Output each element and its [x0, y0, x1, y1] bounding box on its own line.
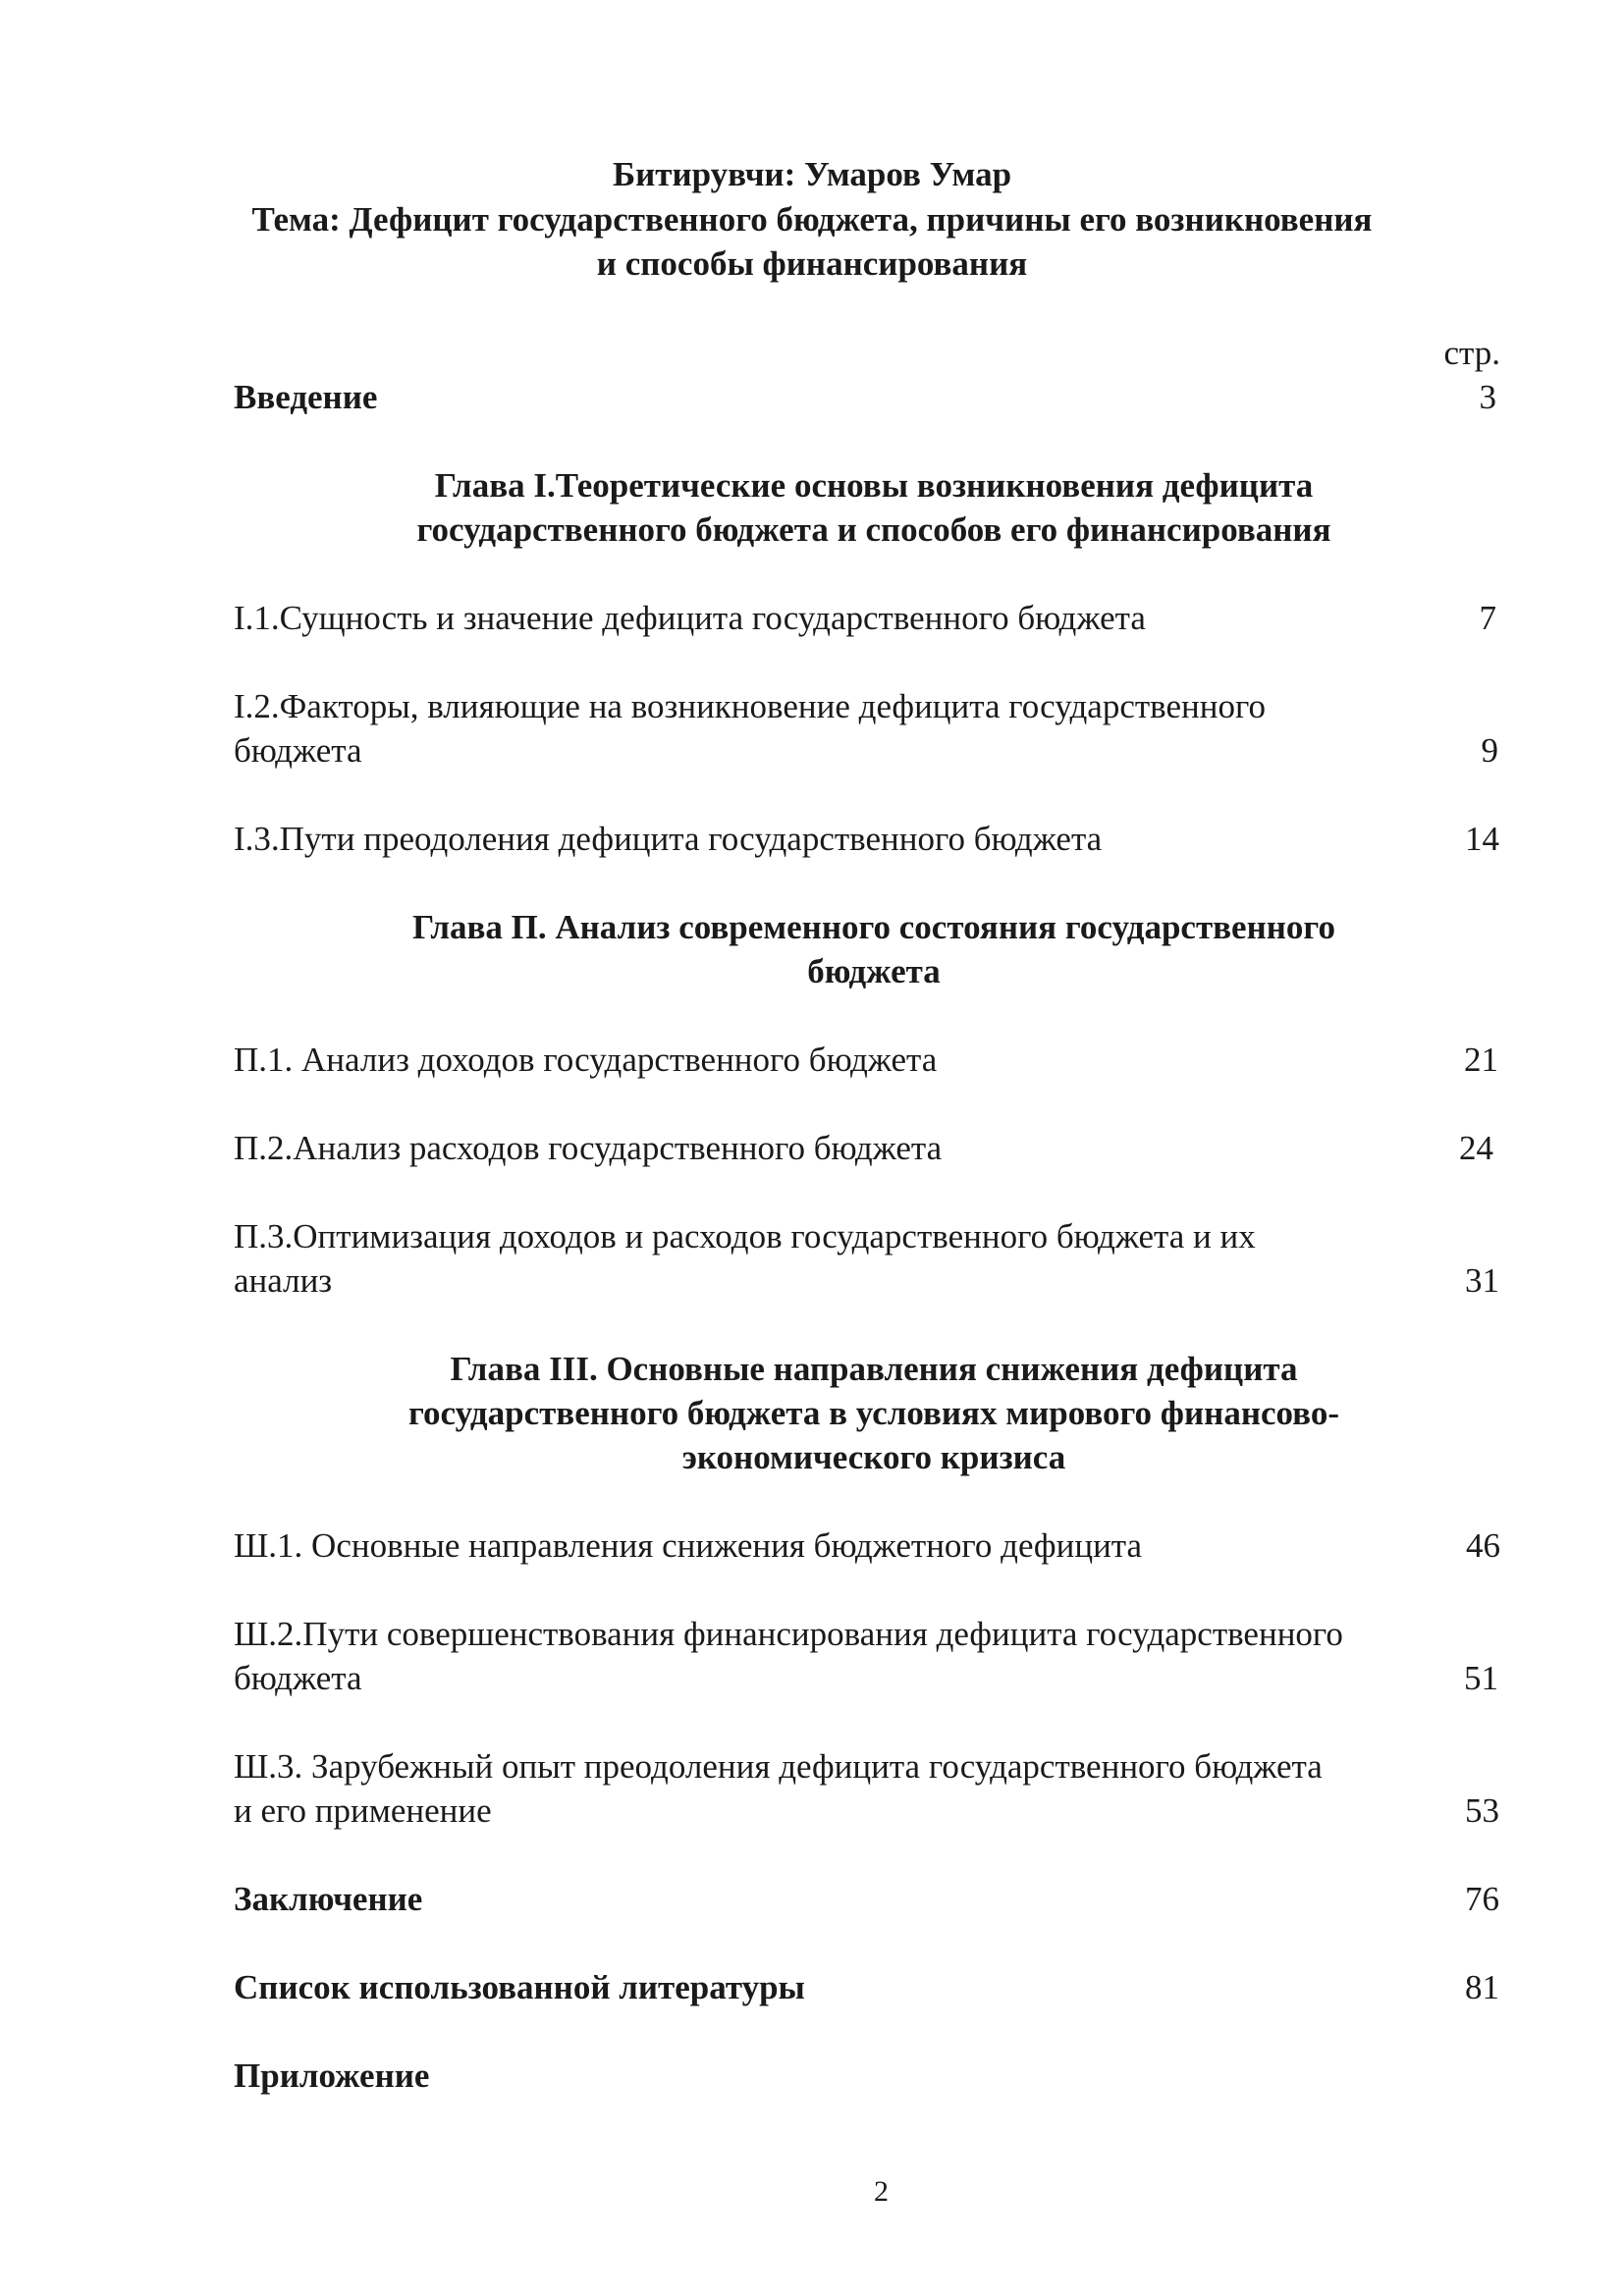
toc-item-2-3-page: 31	[1465, 1261, 1499, 1300]
toc-item-2-1-page: 21	[1464, 1041, 1498, 1079]
chapter1-title-line-1: Глава I.Теоретические основы возникновения дефицита	[434, 466, 1314, 505]
toc-item-2-2: П.2.Анализ расходов государственного бюджета	[234, 1129, 943, 1167]
toc-item-1-1: I.1.Сущность и значение дефицита государственного бюджета	[234, 599, 1146, 637]
toc-item-1-2-page: 9	[1481, 731, 1498, 770]
author-line: Битирувчи: Умаров Умар	[612, 155, 1012, 193]
chapter3-title-line-1: Глава III. Основные направления снижения дефицита	[450, 1350, 1298, 1388]
toc-item-1-2-cont: бюджета	[234, 731, 362, 770]
toc-item-3-3: Ш.3. Зарубежный опыт преодоления дефицита государственного бюджета	[234, 1747, 1323, 1786]
chapter3-title-line-3: экономического кризиса	[681, 1438, 1066, 1476]
toc-conclusion-page: 76	[1465, 1880, 1499, 1918]
toc-references-page: 81	[1465, 1968, 1499, 2006]
topic-line-2: и способы финансирования	[596, 244, 1028, 283]
toc-item-2-3: П.3.Оптимизация доходов и расходов государственного бюджета и их	[234, 1217, 1256, 1255]
toc-intro-page: 3	[1479, 378, 1496, 416]
toc-intro-label: Введение	[234, 378, 378, 416]
chapter3-title-line-2: государственного бюджета в условиях мирового финансово-	[408, 1394, 1339, 1432]
toc-item-3-2-page: 51	[1464, 1659, 1498, 1697]
toc-item-3-2-cont: бюджета	[234, 1659, 362, 1697]
page-column-label: стр.	[1443, 334, 1500, 372]
toc-item-1-2: I.2.Факторы, влияющие на возникновение дефицита государственного	[234, 687, 1266, 725]
toc-conclusion-label: Заключение	[234, 1880, 423, 1918]
toc-item-1-3-page: 14	[1465, 820, 1499, 858]
toc-item-3-3-cont: и его применение	[234, 1791, 492, 1830]
page-number: 2	[874, 2175, 889, 2208]
topic-line-1: Тема: Дефицит государственного бюджета, причины его возникновения	[251, 200, 1373, 239]
chapter2-title-line-1: Глава П. Анализ современного состояния государственного	[412, 908, 1335, 946]
toc-item-2-1: П.1. Анализ доходов государственного бюджета	[234, 1041, 938, 1079]
toc-item-2-2-page: 24	[1459, 1129, 1493, 1167]
chapter2-title-line-2: бюджета	[807, 952, 941, 990]
toc-item-3-1-page: 46	[1466, 1526, 1500, 1565]
chapter1-title-line-2: государственного бюджета и способов его финансирования	[416, 510, 1331, 549]
toc-references-label: Список использованной литературы	[234, 1968, 805, 2006]
toc-item-3-3-page: 53	[1465, 1791, 1499, 1830]
toc-item-3-1: Ш.1. Основные направления снижения бюджетного дефицита	[234, 1526, 1143, 1565]
toc-appendix-label: Приложение	[234, 2056, 430, 2095]
toc-item-1-3: I.3.Пути преодоления дефицита государственного бюджета	[234, 820, 1103, 858]
toc-item-1-1-page: 7	[1479, 599, 1496, 637]
toc-item-3-2: Ш.2.Пути совершенствования финансирования дефицита государственного	[234, 1615, 1343, 1653]
toc-item-2-3-cont: анализ	[234, 1261, 333, 1300]
